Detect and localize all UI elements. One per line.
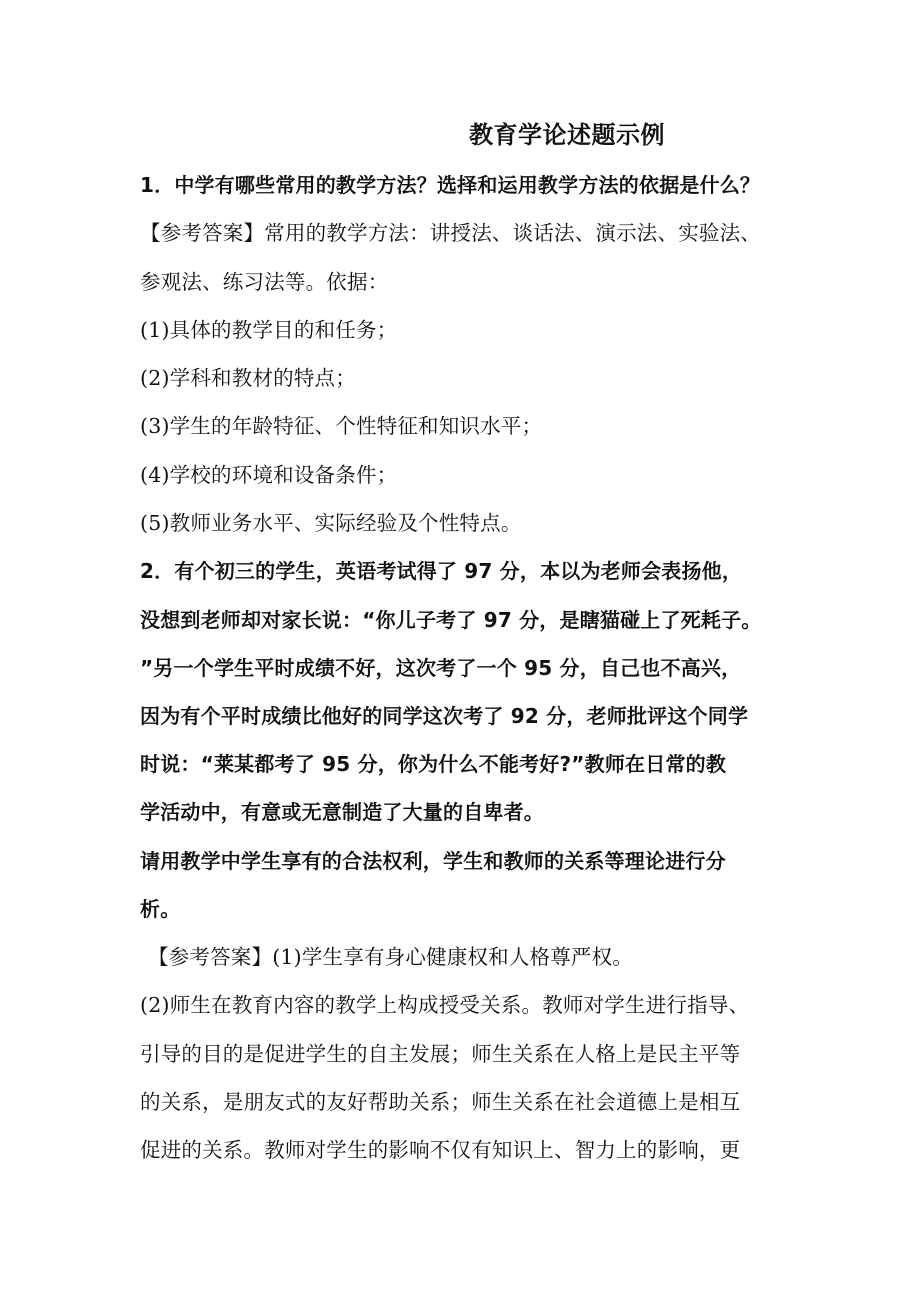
answer-1-line-2: 参观法、练习法等。依据： (140, 270, 389, 294)
question-2-line-5: 时说：“莱某都考了 95 分，你为什么不能考好?”教师在日常的教 (140, 752, 727, 776)
question-2-line-3: ”另一个学生平时成绩不好，这次考了一个 95 分，自己也不高兴， (140, 656, 742, 680)
question-2-line-7: 请用教学中学生享有的合法权利，学生和教师的关系等理论进行分 (140, 849, 726, 873)
answer-2-line-2: (2)师生在教育内容的教学上构成授受关系。教师对学生进行指导、 (140, 993, 750, 1017)
answer-1-item-1: (1)具体的教学目的和任务； (140, 318, 398, 342)
answer-1-item-5: (5)教师业务水平、实际经验及个性特点。 (140, 511, 522, 535)
answer-1-item-3: (3)学生的年龄特征、个性特征和知识水平； (140, 414, 543, 438)
answer-1-item-2: (2)学科和教材的特点； (140, 366, 356, 390)
question-2-line-8: 析。 (140, 897, 181, 921)
question-2-line-4: 因为有个平时成绩比他好的同学这次考了 92 分，老师批评这个同学 (140, 704, 749, 728)
question-1: 1．中学有哪些常用的教学方法？选择和运用教学方法的依据是什么？ (140, 173, 761, 197)
question-2-line-2: 没想到老师却对家长说：“你儿子考了 97 分，是瞎猫碰上了死耗子。 (140, 608, 762, 632)
answer-2-line-4: 的关系，是朋友式的友好帮助关系；师生关系在社会道德上是相互 (140, 1090, 741, 1114)
answer-2-line-1: 【参考答案】(1)学生享有身心健康权和人格尊严权。 (148, 945, 634, 969)
document-title: 教育学论述题示例 (469, 121, 665, 149)
answer-1-item-4: (4)学校的环境和设备条件； (140, 463, 398, 487)
answer-2-line-5: 促进的关系。教师对学生的影响不仅有知识上、智力上的影响，更 (140, 1138, 741, 1162)
answer-2-line-3: 引导的目的是促进学生的自主发展；师生关系在人格上是民主平等 (140, 1042, 741, 1066)
question-2-line-1: 2．有个初三的学生，英语考试得了 97 分，本以为老师会表扬他， (140, 559, 743, 583)
answer-1-line-1: 【参考答案】常用的教学方法：讲授法、谈话法、演示法、实验法、 (140, 221, 761, 245)
question-2-line-6: 学活动中，有意或无意制造了大量的自卑者。 (140, 800, 544, 824)
